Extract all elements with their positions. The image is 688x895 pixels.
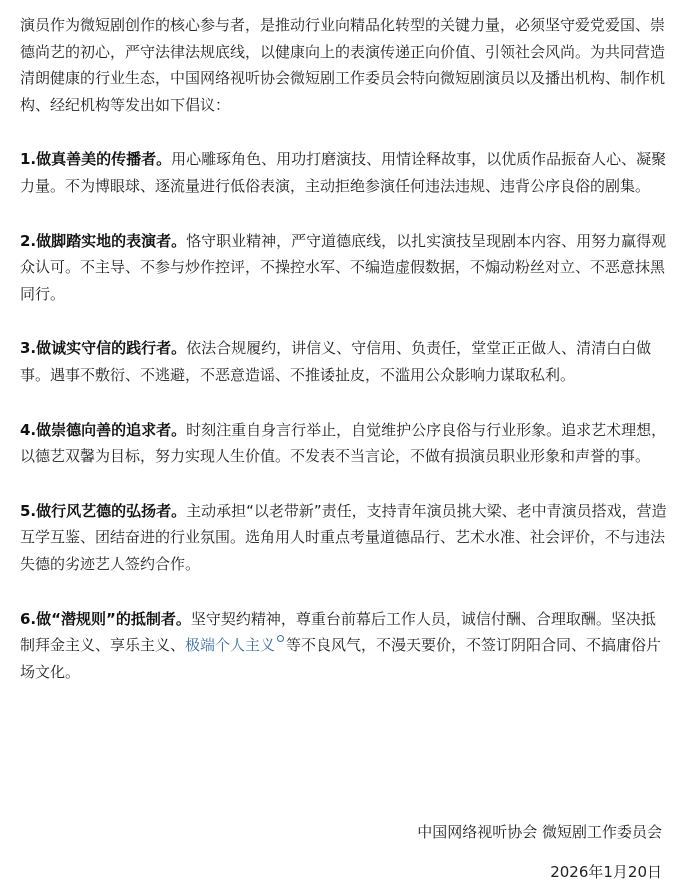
signature-organization: 中国网络视听协会 微短剧工作委员会 bbox=[417, 823, 662, 841]
search-link-text[interactable]: 极端个人主义 bbox=[185, 636, 276, 655]
initiative-item-4 bbox=[20, 417, 668, 470]
initiative-item-5 bbox=[20, 498, 668, 578]
item-title: 1.做真善美的传播者。 bbox=[20, 150, 172, 169]
item-title: 4.做崇德向善的追求者。 bbox=[20, 420, 187, 439]
signature-date: 2026年1月20日 bbox=[550, 863, 662, 881]
item-body: 恪守职业精神，严守道德底线，以扎实演技呈现剧本内容、用努力赢得观众认可。不主导、不参与炒作控评，不操控水军、不编造虚假数据，不煽动粉丝对立、不恶意抹黑同行。 bbox=[20, 231, 667, 303]
intro-paragraph: 演员作为微短剧创作的核心参与者，是推动行业向精品化转型的关键力量，必须坚守爱党爱国、崇德尚艺的初心，严守法律法规底线，以健康向上的表演传递正向价值、引领社会风尚。为共同营造清朗健康的行业生态，中国网络视听协会微短剧工作委员会特向微短剧演员以及播出机构、制作机构、经纪机构等发出如下倡议： bbox=[20, 16, 666, 114]
initiative-item-3 bbox=[20, 335, 668, 388]
item-body: 时刻注重自身言行举止，自觉维护公序良俗与行业形象。追求艺术理想，以德艺双馨为目标，努力实现人生价值。不发表不当言论，不做有损演员职业形象和声誉的事。 bbox=[20, 420, 667, 466]
item-body-before-link: 坚守契约精神，尊重台前幕后工作人员，诚信付酬、合理取酬。坚决抵制拜金主义、享乐主义、 bbox=[20, 609, 656, 655]
item-body-after-link: 等不良风气，不漫天要价，不签订阴阳合同、不搞庸俗片场文化。 bbox=[20, 636, 662, 681]
initiative-item-6 bbox=[20, 606, 668, 686]
item-title: 2.做脚踏实地的表演者。 bbox=[20, 231, 187, 250]
search-icon[interactable] bbox=[277, 635, 284, 642]
initiative-item-2 bbox=[20, 228, 668, 308]
item-title: 5.做行风艺德的弘扬者。 bbox=[20, 501, 187, 520]
item-body: 用心雕琢角色、用功打磨演技、用情诠释故事，以优质作品振奋人心、凝聚力量。不为博眼球、逐流量进行低俗表演，主动拒绝参演任何违法违规、违背公序良俗的剧集。 bbox=[20, 150, 667, 195]
item-title: 6.做“潜规则”的抵制者。 bbox=[20, 609, 191, 628]
item-title: 3.做诚实守信的践行者。 bbox=[20, 339, 187, 358]
search-link-extreme-individualism[interactable] bbox=[185, 636, 286, 654]
item-body: 依法合规履约，讲信义、守信用、负责任，堂堂正正做人、清清白白做事。遇事不敷衍、不逃避，不恶意造谣、不推诿扯皮，不滥用公众影响力谋取私利。 bbox=[20, 339, 652, 384]
item-body: 主动承担“以老带新”责任，支持青年演员挑大梁、老中青演员搭戏，营造互学互鉴、团结奋进的行业氛围。选角用人时重点考量道德品行、艺术水准、社会评价，不与违法失德的劣迹艺人签约合作。 bbox=[20, 501, 667, 573]
initiative-item-1 bbox=[20, 146, 668, 199]
